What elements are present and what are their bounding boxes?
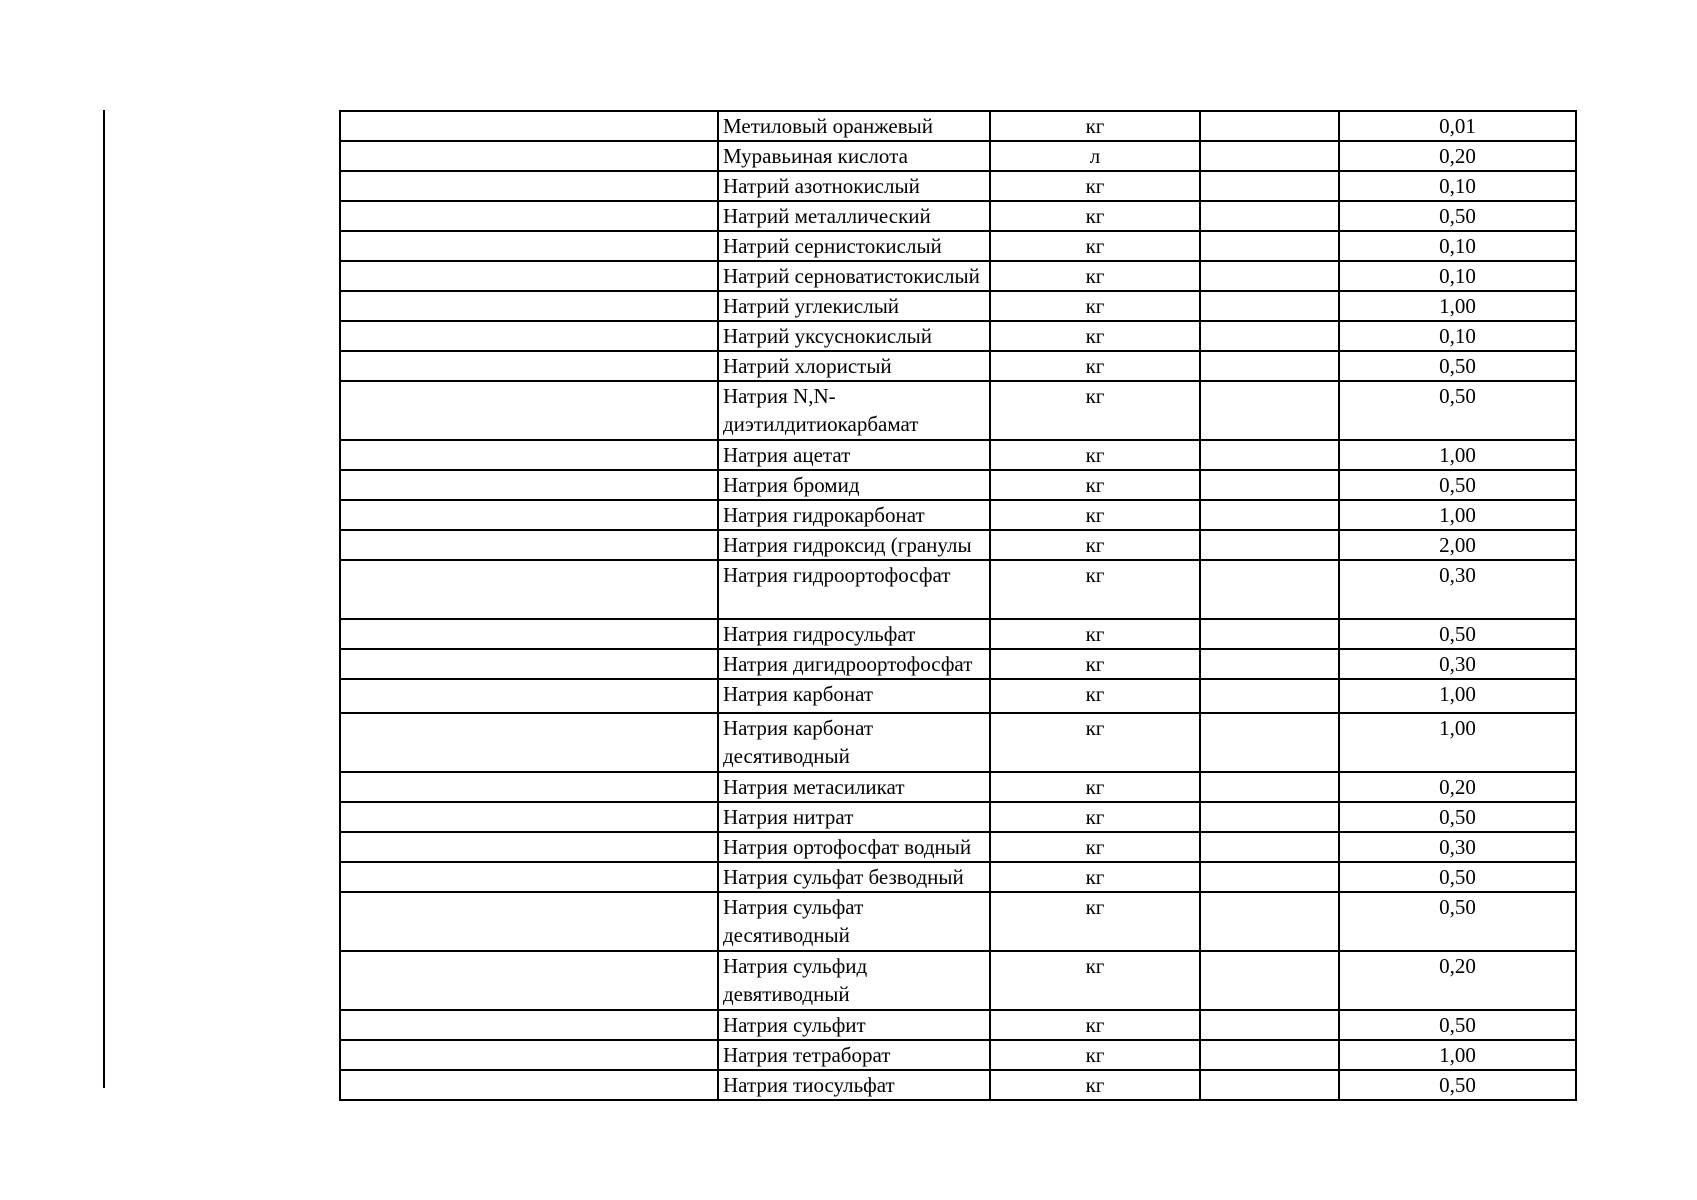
table-row [340,171,1576,201]
unit-cell: кг [990,951,1200,1010]
reagent-name-cell: Натрия тиосульфат [718,1070,990,1100]
table-row [340,832,1576,862]
reagent-name-cell: Натрий металлический [718,201,990,231]
row-blank-cell [340,560,718,619]
row-blank-cell [1200,713,1339,772]
table-row [340,862,1576,892]
table-row [340,713,1576,772]
table-row [340,1070,1576,1100]
row-blank-cell [340,470,718,500]
table-row [340,111,1576,141]
quantity-cell: 1,00 [1339,679,1576,713]
unit-cell: кг [990,261,1200,291]
unit-cell: кг [990,351,1200,381]
reagent-name-cell: Натрий уксуснокислый [718,321,990,351]
row-blank-cell [1200,802,1339,832]
quantity-cell: 0,01 [1339,111,1576,141]
row-blank-cell [340,500,718,530]
row-blank-cell [1200,649,1339,679]
row-blank-cell [1200,1040,1339,1070]
row-blank-cell [1200,141,1339,171]
quantity-cell: 0,10 [1339,231,1576,261]
unit-cell: кг [990,713,1200,772]
table-row [340,619,1576,649]
unit-cell: кг [990,381,1200,440]
reagent-name-cell: Натрия бромид [718,470,990,500]
row-blank-cell [340,892,718,951]
quantity-cell: 0,50 [1339,619,1576,649]
reagent-name-cell: Натрия дигидроортофосфат [718,649,990,679]
row-blank-cell [340,231,718,261]
row-blank-cell [1200,381,1339,440]
table-row [340,530,1576,560]
row-blank-cell [340,530,718,560]
quantity-cell: 0,10 [1339,261,1576,291]
unit-cell: кг [990,1040,1200,1070]
row-blank-cell [1200,470,1339,500]
row-blank-cell [1200,679,1339,713]
unit-cell: кг [990,862,1200,892]
row-blank-cell [340,381,718,440]
quantity-cell: 0,20 [1339,141,1576,171]
table-row [340,351,1576,381]
reagent-name-cell: Натрия гидроортофосфат [718,560,990,619]
quantity-cell: 0,50 [1339,381,1576,440]
reagent-name-cell: Натрия сульфат десятиводный [718,892,990,951]
table-row [340,1010,1576,1040]
row-blank-cell [340,619,718,649]
table-row [340,679,1576,713]
row-blank-cell [340,261,718,291]
row-blank-cell [340,141,718,171]
row-blank-cell [1200,772,1339,802]
row-blank-cell [340,440,718,470]
reagent-name-cell: Натрий углекислый [718,291,990,321]
unit-cell: кг [990,1070,1200,1100]
unit-cell: л [990,141,1200,171]
row-blank-cell [340,862,718,892]
unit-cell: кг [990,171,1200,201]
row-blank-cell [340,772,718,802]
reagent-name-cell: Натрия карбонат десятиводный [718,713,990,772]
quantity-cell: 0,50 [1339,1010,1576,1040]
quantity-cell: 0,50 [1339,470,1576,500]
quantity-cell: 0,50 [1339,802,1576,832]
quantity-cell: 0,50 [1339,351,1576,381]
row-blank-cell [1200,261,1339,291]
reagent-name-cell: Натрия сульфат безводный [718,862,990,892]
row-blank-cell [1200,560,1339,619]
row-blank-cell [340,201,718,231]
reagent-name-cell: Натрий хлористый [718,351,990,381]
reagent-name-cell: Натрий сернистокислый [718,231,990,261]
row-blank-cell [340,291,718,321]
unit-cell: кг [990,679,1200,713]
quantity-cell: 0,30 [1339,649,1576,679]
quantity-cell: 0,20 [1339,772,1576,802]
table-row [340,772,1576,802]
reagent-name-cell: Натрий серноватистокислый [718,261,990,291]
quantity-cell: 0,10 [1339,171,1576,201]
row-blank-cell [340,1070,718,1100]
row-blank-cell [340,171,718,201]
table-row [340,201,1576,231]
unit-cell: кг [990,231,1200,261]
table-row [340,291,1576,321]
unit-cell: кг [990,1010,1200,1040]
row-blank-cell [1200,951,1339,1010]
reagent-name-cell: Натрия метасиликат [718,772,990,802]
unit-cell: кг [990,772,1200,802]
unit-cell: кг [990,619,1200,649]
left-margin-line [103,110,105,1088]
row-blank-cell [340,679,718,713]
unit-cell: кг [990,892,1200,951]
row-blank-cell [340,951,718,1010]
quantity-cell: 1,00 [1339,1040,1576,1070]
row-blank-cell [1200,321,1339,351]
quantity-cell: 0,20 [1339,951,1576,1010]
row-blank-cell [340,802,718,832]
quantity-cell: 1,00 [1339,291,1576,321]
unit-cell: кг [990,111,1200,141]
quantity-cell: 1,00 [1339,440,1576,470]
table-row [340,381,1576,440]
unit-cell: кг [990,802,1200,832]
reagent-name-cell: Натрий азотнокислый [718,171,990,201]
row-blank-cell [1200,171,1339,201]
quantity-cell: 0,50 [1339,201,1576,231]
row-blank-cell [340,649,718,679]
row-blank-cell [1200,1070,1339,1100]
row-blank-cell [340,1010,718,1040]
reagent-name-cell: Натрия нитрат [718,802,990,832]
reagent-name-cell: Натрия тетраборат [718,1040,990,1070]
quantity-cell: 0,50 [1339,1070,1576,1100]
row-blank-cell [1200,530,1339,560]
row-blank-cell [340,713,718,772]
row-blank-cell [1200,862,1339,892]
table-row [340,321,1576,351]
reagent-name-cell: Натрия N,N-диэтилдитиокарбамат [718,381,990,440]
quantity-cell: 1,00 [1339,500,1576,530]
reagent-name-cell: Натрия гидрокарбонат [718,500,990,530]
quantity-cell: 0,50 [1339,862,1576,892]
row-blank-cell [1200,440,1339,470]
quantity-cell: 0,30 [1339,832,1576,862]
row-blank-cell [340,321,718,351]
row-blank-cell [1200,351,1339,381]
unit-cell: кг [990,530,1200,560]
table-row [340,500,1576,530]
unit-cell: кг [990,649,1200,679]
table-row [340,802,1576,832]
unit-cell: кг [990,291,1200,321]
reagent-name-cell: Натрия сульфит [718,1010,990,1040]
row-blank-cell [1200,832,1339,862]
row-blank-cell [340,1040,718,1070]
table-row [340,892,1576,951]
table-row [340,470,1576,500]
reagents-table-body [340,111,1576,1100]
row-blank-cell [1200,892,1339,951]
row-blank-cell [340,832,718,862]
reagent-name-cell: Натрия ацетат [718,440,990,470]
unit-cell: кг [990,560,1200,619]
row-blank-cell [1200,619,1339,649]
reagent-name-cell: Натрия сульфид девятиводный [718,951,990,1010]
quantity-cell: 2,00 [1339,530,1576,560]
table-row [340,560,1576,619]
table-row [340,261,1576,291]
row-blank-cell [1200,291,1339,321]
unit-cell: кг [990,470,1200,500]
table-row [340,1040,1576,1070]
quantity-cell: 1,00 [1339,713,1576,772]
row-blank-cell [1200,111,1339,141]
reagent-name-cell: Натрия ортофосфат водный [718,832,990,862]
reagent-name-cell: Натрия карбонат [718,679,990,713]
unit-cell: кг [990,201,1200,231]
table-row [340,141,1576,171]
row-blank-cell [1200,1010,1339,1040]
quantity-cell: 0,10 [1339,321,1576,351]
table-row [340,440,1576,470]
row-blank-cell [340,111,718,141]
quantity-cell: 0,50 [1339,892,1576,951]
row-blank-cell [340,351,718,381]
table-row [340,649,1576,679]
unit-cell: кг [990,832,1200,862]
table-row [340,951,1576,1010]
unit-cell: кг [990,500,1200,530]
unit-cell: кг [990,321,1200,351]
table-row [340,231,1576,261]
row-blank-cell [1200,500,1339,530]
row-blank-cell [1200,201,1339,231]
unit-cell: кг [990,440,1200,470]
row-blank-cell [1200,231,1339,261]
quantity-cell: 0,30 [1339,560,1576,619]
reagent-name-cell: Муравьиная кислота [718,141,990,171]
reagent-name-cell: Метиловый оранжевый [718,111,990,141]
reagent-name-cell: Натрия гидросульфат [718,619,990,649]
reagents-table [339,110,1577,1101]
reagent-name-cell: Натрия гидроксид (гранулы [718,530,990,560]
